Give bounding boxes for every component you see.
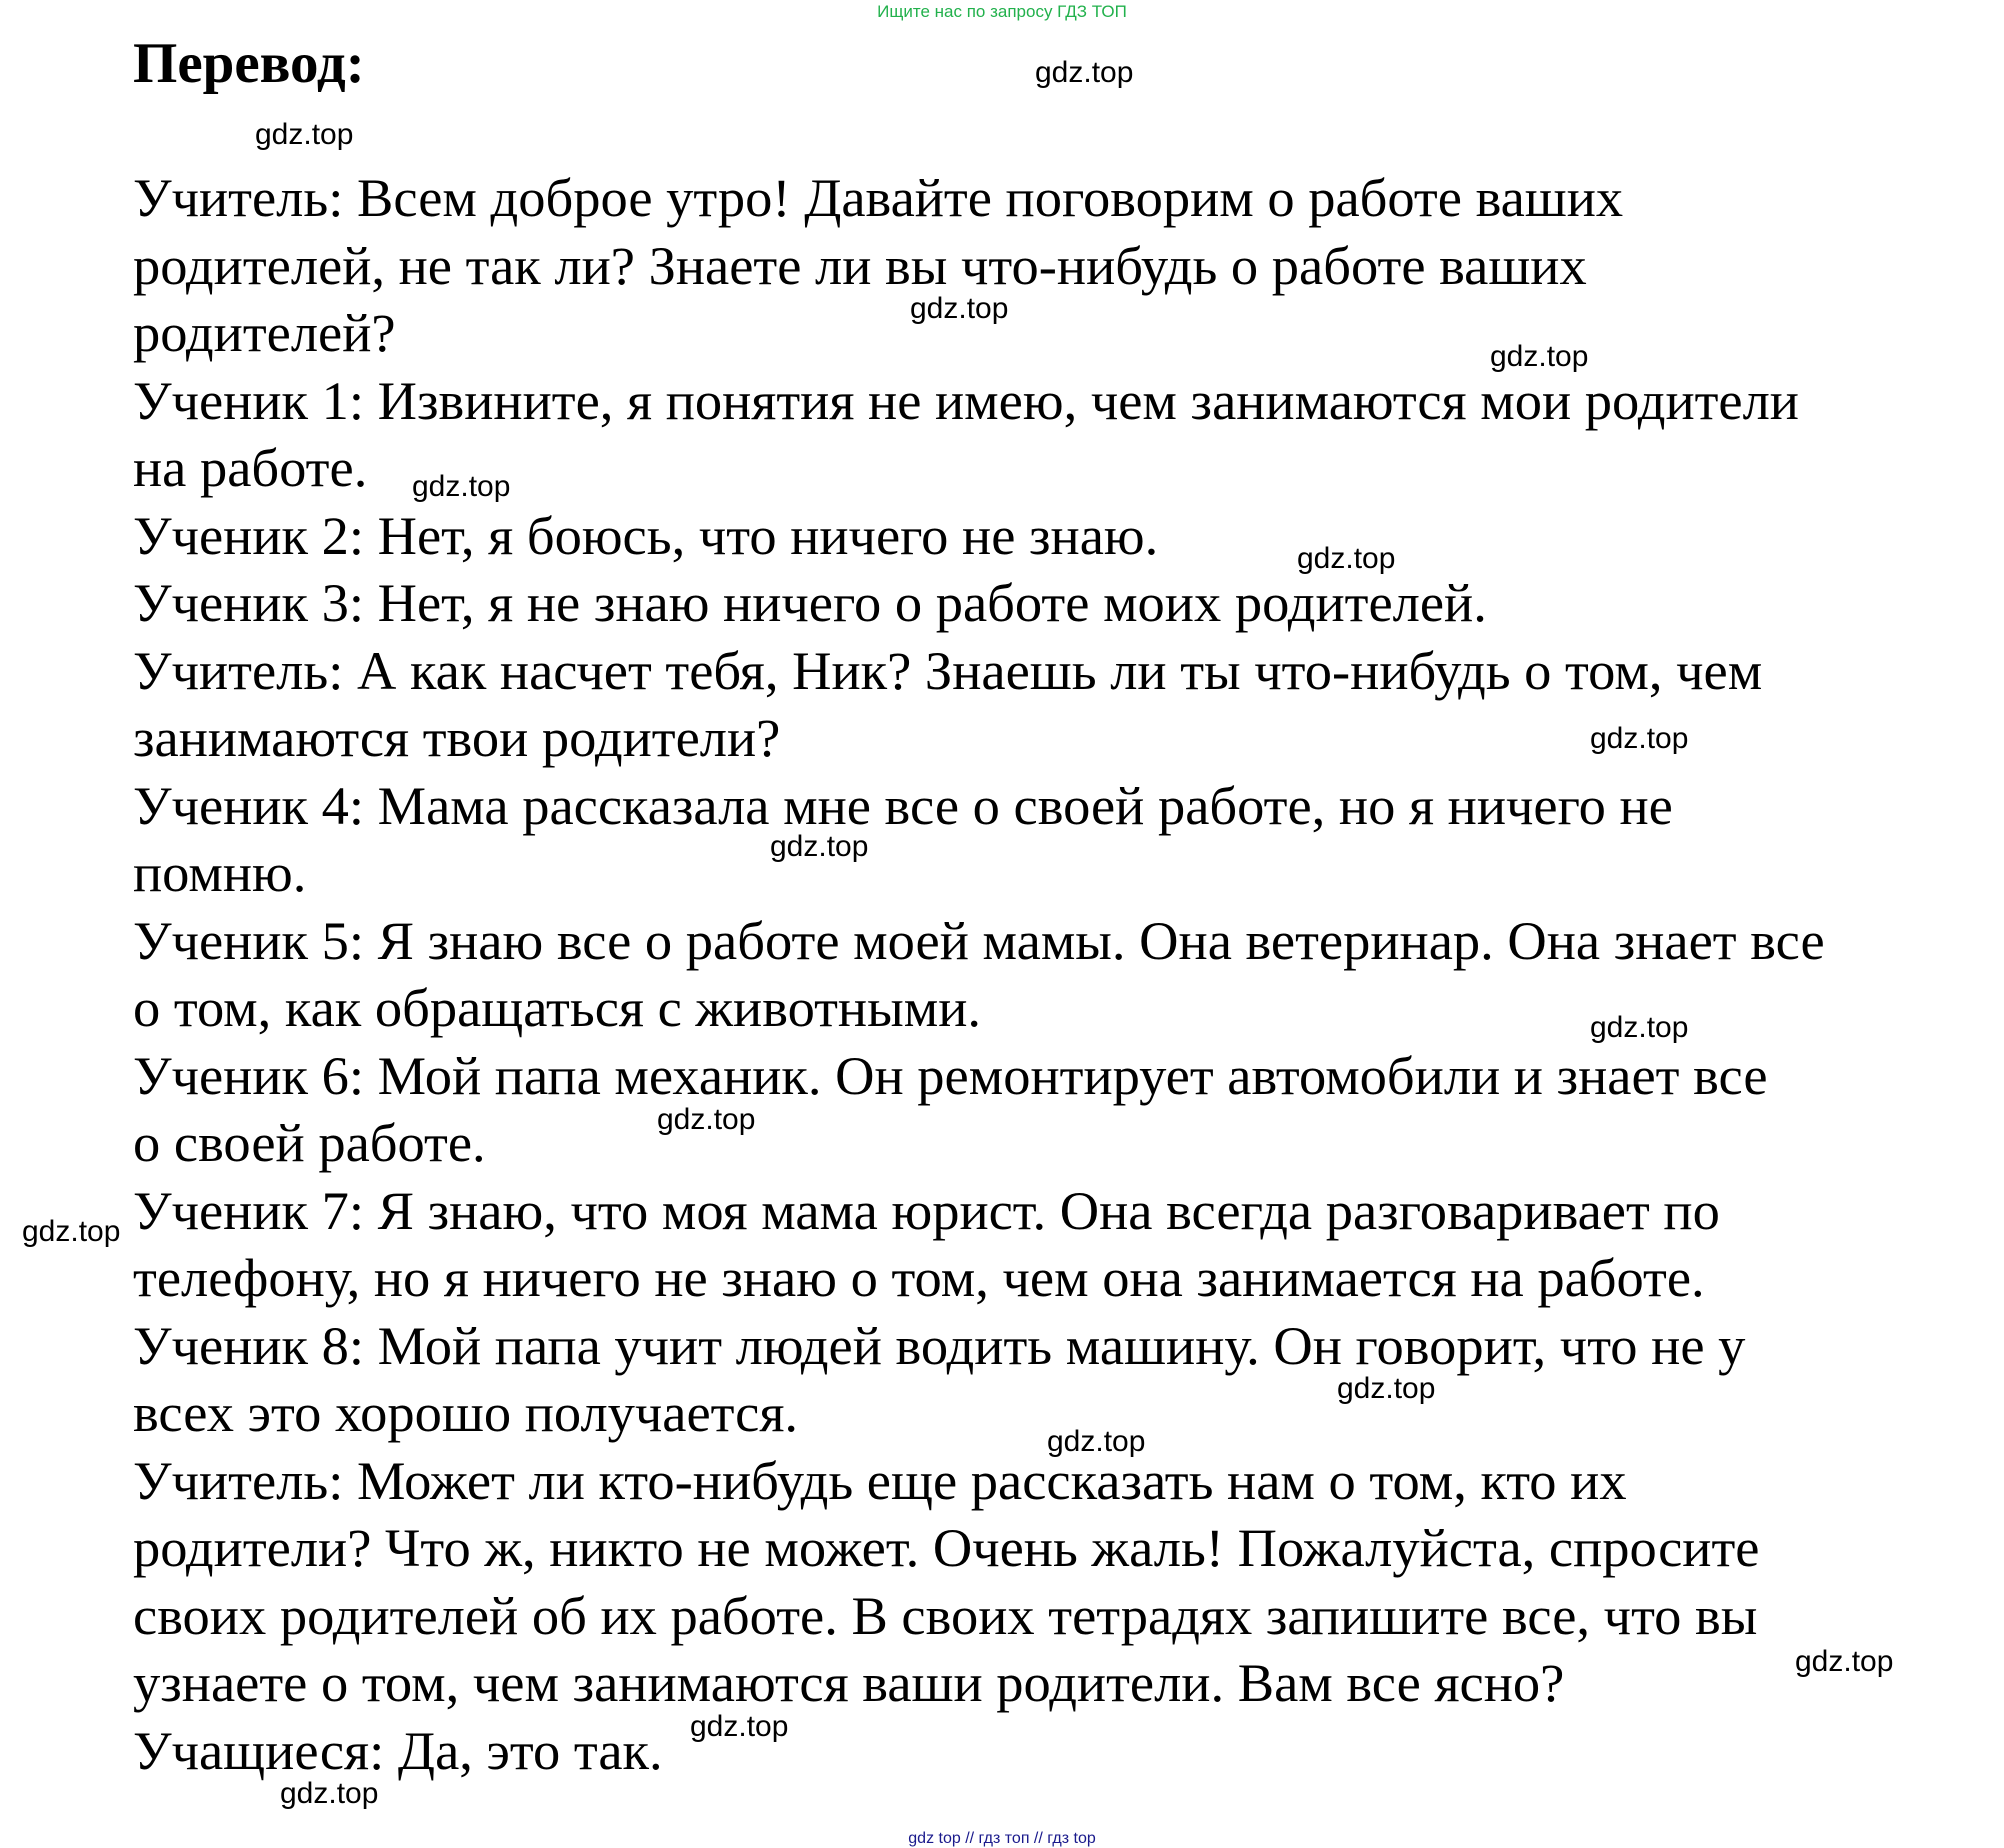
text-line: Учитель: Всем доброе утро! Давайте поговорим о работе ваших [133,167,1624,228]
text-line: Ученик 1: Извините, я понятия не имею, чем занимаются мои родители [133,369,1799,431]
watermark: gdz.top [1795,1645,1894,1678]
watermark: gdz.top [1590,1011,1689,1044]
watermark: gdz.top [1337,1372,1436,1405]
watermark: gdz.top [412,470,511,503]
watermark: gdz.top [690,1710,789,1743]
watermark: gdz.top [1047,1425,1146,1458]
text-line: Ученик 2: Нет, я боюсь, что ничего не знаю. [133,504,1159,566]
watermark: gdz.top [770,830,869,863]
watermark: gdz.top [280,1777,379,1810]
footer-watermark: gdz top // гдз топ // гдз top [908,1830,1096,1847]
watermark: gdz.top [1590,722,1689,755]
top-banner: Ищите нас по запросу ГДЗ ТОП [877,2,1127,21]
text-line: Учащиеся: Да, это так. [133,1719,663,1781]
text-line: родителей? [133,302,396,363]
watermark: gdz.top [1490,340,1589,373]
text-line: своих родителей об их работе. В своих тетрадях запишите все, что вы [133,1584,1758,1646]
text-line: родителей, не так ли? Знаете ли вы что-нибудь о работе ваших [133,234,1587,296]
text-line: занимаются твои родители? [133,707,781,768]
watermark: gdz.top [255,118,354,151]
text-line: Ученик 8: Мой папа учит людей водить машину. Он говорит, что не у [133,1314,1746,1376]
watermark: gdz.top [657,1103,756,1136]
watermark: gdz.top [1297,542,1396,575]
text-line: родители? Что ж, никто не может. Очень жаль! Пожалуйста, спросите [133,1517,1760,1578]
text-line: о своей работе. [133,1112,486,1173]
watermark: gdz.top [22,1215,121,1248]
text-line: Ученик 3: Нет, я не знаю ничего о работе моих родителей. [133,572,1487,633]
text-line: Ученик 6: Мой папа механик. Он ремонтирует автомобили и знает все [133,1044,1768,1106]
page-title: Перевод: [133,32,365,95]
text-line: Ученик 4: Мама рассказала мне все о своей работе, но я ничего не [133,774,1673,836]
dialogue-text [133,164,1993,1784]
text-line: Учитель: Может ли кто-нибудь еще рассказать нам о том, кто их [133,1449,1627,1511]
text-line: Ученик 5: Я знаю все о работе моей мамы. Она ветеринар. Она знает все [133,909,1825,971]
text-line: узнаете о том, чем занимаются ваши родители. Вам все ясно? [133,1652,1565,1713]
text-line: помню. [133,842,307,903]
watermark: gdz.top [1035,56,1134,89]
text-line: Ученик 7: Я знаю, что моя мама юрист. Она всегда разговаривает по [133,1179,1720,1241]
text-line: телефону, но я ничего не знаю о том, чем она занимается на работе. [133,1247,1705,1308]
text-line: всех это хорошо получается. [133,1382,799,1443]
text-line: на работе. [133,437,368,498]
watermark: gdz.top [910,292,1009,325]
text-line: Учитель: А как насчет тебя, Ник? Знаешь ли ты что-нибудь о том, чем [133,639,1763,701]
text-line: о том, как обращаться с животными. [133,977,981,1038]
